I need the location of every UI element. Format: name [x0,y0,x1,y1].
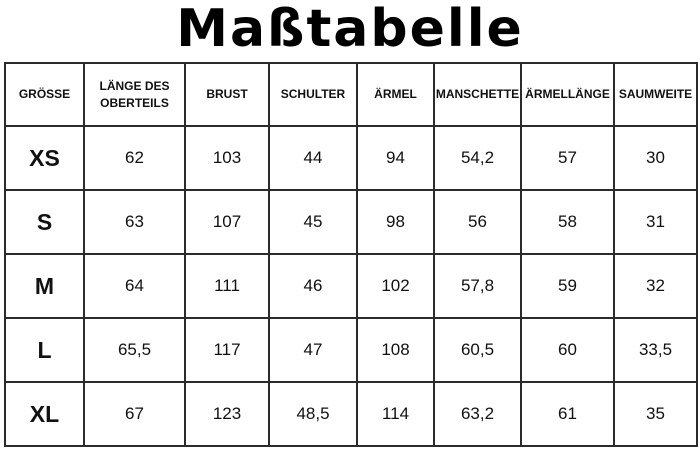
page-title: Maßtabelle [176,0,524,59]
table-row [5,382,697,446]
table-cell: 64 [84,254,185,318]
header-row [5,63,697,126]
table-cell: 54,2 [434,126,521,190]
table-row [5,190,697,254]
table-cell: 44 [269,126,357,190]
table-cell: 94 [357,126,434,190]
table-cell: 123 [185,382,269,446]
table-cell: 67 [84,382,185,446]
size-table [4,62,698,447]
table-cell: 31 [614,190,697,254]
table-cell: 63,2 [434,382,521,446]
header-schulter: SCHULTER [269,63,357,126]
table-row [5,126,697,190]
table-cell: 62 [84,126,185,190]
table-row [5,318,697,382]
table-cell: 57,8 [434,254,521,318]
table-cell: 32 [614,254,697,318]
table-cell: 47 [269,318,357,382]
table-cell: 117 [185,318,269,382]
table-cell: 33,5 [614,318,697,382]
table-cell: 58 [521,190,614,254]
table-cell: 46 [269,254,357,318]
table-cell: 59 [521,254,614,318]
table-cell: 98 [357,190,434,254]
table-cell: 111 [185,254,269,318]
size-label: S [5,190,84,254]
table-cell: 102 [357,254,434,318]
size-label: XS [5,126,84,190]
size-label: XL [5,382,84,446]
table-cell: 57 [521,126,614,190]
table-cell: 63 [84,190,185,254]
table-cell: 56 [434,190,521,254]
table-cell: 45 [269,190,357,254]
table-cell: 114 [357,382,434,446]
table-cell: 60 [521,318,614,382]
table-cell: 107 [185,190,269,254]
size-label: L [5,318,84,382]
header-saumweite: SAUMWEITE [614,63,697,126]
table-cell: 30 [614,126,697,190]
table-cell: 61 [521,382,614,446]
header-groesse: GRÖSSE [5,63,84,126]
header-manschette: MANSCHETTE [434,63,521,126]
table-cell: 103 [185,126,269,190]
table-cell: 48,5 [269,382,357,446]
header-aermellaenge: ÄRMELLÄNGE [521,63,614,126]
table-cell: 35 [614,382,697,446]
header-brust: BRUST [185,63,269,126]
table-cell: 65,5 [84,318,185,382]
table-cell: 60,5 [434,318,521,382]
table-row [5,254,697,318]
header-aermel: ÄRMEL [357,63,434,126]
size-label: M [5,254,84,318]
header-laenge-des-oberteils: LÄNGE DES OBERTEILS [84,63,185,126]
table-cell: 108 [357,318,434,382]
